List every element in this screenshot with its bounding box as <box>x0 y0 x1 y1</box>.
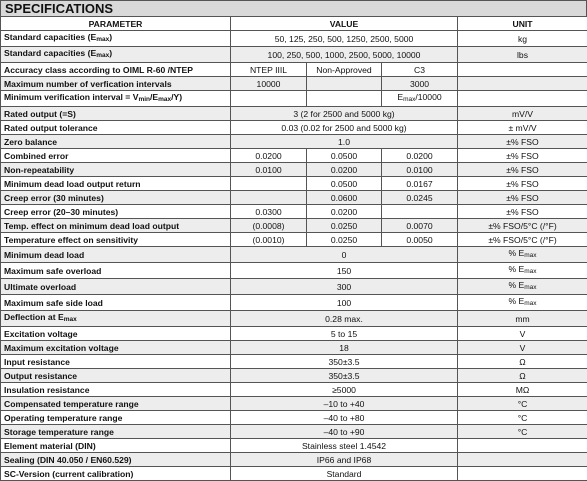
header-unit: UNIT <box>458 17 587 31</box>
parameter-cell: Maximum safe overload <box>1 263 231 279</box>
value-cell: 0.0200 <box>231 149 307 163</box>
value-cell: 0.0200 <box>307 163 382 177</box>
value-cell: 350±3.5 <box>231 355 458 369</box>
table-row <box>1 247 587 263</box>
parameter-cell: Creep error (30 minutes) <box>1 191 231 205</box>
table-row <box>1 191 587 205</box>
value-cell: 0.0167 <box>382 177 458 191</box>
unit-cell: °C <box>458 411 587 425</box>
value-cell: 0.0600 <box>307 191 382 205</box>
value-cell: 0.0100 <box>382 163 458 177</box>
unit-cell: % Emax <box>458 263 587 279</box>
value-cell: 100 <box>231 295 458 311</box>
parameter-cell: Excitation voltage <box>1 327 231 341</box>
parameter-cell: Temperature effect on sensitivity <box>1 233 231 247</box>
table-row <box>1 311 587 327</box>
table-row <box>1 91 587 107</box>
parameter-cell: Ultimate overload <box>1 279 231 295</box>
parameter-cell: SC-Version (current calibration) <box>1 467 231 481</box>
unit-cell: ±% FSO/5°C (/°F) <box>458 219 587 233</box>
unit-cell: MΩ <box>458 383 587 397</box>
table-row <box>1 263 587 279</box>
unit-cell: ±% FSO <box>458 205 587 219</box>
table-row <box>1 439 587 453</box>
table-row <box>1 107 587 121</box>
value-cell <box>382 205 458 219</box>
value-cell: 100, 250, 500, 1000, 2500, 5000, 10000 <box>231 47 458 63</box>
unit-cell: mm <box>458 311 587 327</box>
value-cell: Standard <box>231 467 458 481</box>
value-cell: 50, 125, 250, 500, 1250, 2500, 5000 <box>231 31 458 47</box>
value-cell: 10000 <box>231 77 307 91</box>
unit-cell: ±% FSO <box>458 191 587 205</box>
table-row <box>1 219 587 233</box>
unit-cell <box>458 91 587 107</box>
parameter-cell: Storage temperature range <box>1 425 231 439</box>
value-cell: C3 <box>382 63 458 77</box>
table-row <box>1 149 587 163</box>
value-cell: 0.0070 <box>382 219 458 233</box>
table-row <box>1 121 587 135</box>
value-cell: 0.0050 <box>382 233 458 247</box>
table-row <box>1 205 587 219</box>
unit-cell <box>458 77 587 91</box>
parameter-cell: Accuracy class according to OIML R-60 /NTEP <box>1 63 231 77</box>
unit-cell: ± mV/V <box>458 121 587 135</box>
table-row <box>1 327 587 341</box>
value-cell: Emax/10000 <box>382 91 458 107</box>
value-cell: ≥5000 <box>231 383 458 397</box>
parameter-cell: Output resistance <box>1 369 231 383</box>
table-body <box>1 31 587 481</box>
table-row <box>1 233 587 247</box>
table-row <box>1 295 587 311</box>
table-row <box>1 355 587 369</box>
unit-cell: lbs <box>458 47 587 63</box>
parameter-cell: Rated output tolerance <box>1 121 231 135</box>
value-cell: Stainless steel 1.4542 <box>231 439 458 453</box>
parameter-cell: Operating temperature range <box>1 411 231 425</box>
table-row <box>1 135 587 149</box>
value-cell: 0.28 max. <box>231 311 458 327</box>
unit-cell: V <box>458 327 587 341</box>
parameter-cell: Minimum dead load output return <box>1 177 231 191</box>
parameter-cell: Minimum verification interval = Vmin/Emax/Y) <box>1 91 231 107</box>
unit-cell: ±% FSO <box>458 135 587 149</box>
value-cell: 0.0250 <box>307 233 382 247</box>
unit-cell: ±% FSO <box>458 163 587 177</box>
table-row <box>1 163 587 177</box>
value-cell <box>231 177 307 191</box>
parameter-cell: Temp. effect on minimum dead load output <box>1 219 231 233</box>
value-cell <box>307 77 382 91</box>
parameter-cell: Maximum excitation voltage <box>1 341 231 355</box>
table-row <box>1 47 587 63</box>
unit-cell <box>458 439 587 453</box>
unit-cell: ±% FSO <box>458 177 587 191</box>
value-cell: 0.0500 <box>307 177 382 191</box>
parameter-cell: Rated output (=S) <box>1 107 231 121</box>
value-cell: 1.0 <box>231 135 458 149</box>
value-cell: –10 to +40 <box>231 397 458 411</box>
parameter-cell: Minimum dead load <box>1 247 231 263</box>
value-cell: 0.0200 <box>307 205 382 219</box>
value-cell: 0.0500 <box>307 149 382 163</box>
value-cell <box>231 91 307 107</box>
table-row <box>1 369 587 383</box>
value-cell: (0.0010) <box>231 233 307 247</box>
table-row <box>1 77 587 91</box>
parameter-cell: Insulation resistance <box>1 383 231 397</box>
value-cell: 0.0300 <box>231 205 307 219</box>
value-cell: Non-Approved <box>307 63 382 77</box>
value-cell: 0.0200 <box>382 149 458 163</box>
value-cell: 0.03 (0.02 for 2500 and 5000 kg) <box>231 121 458 135</box>
table-row <box>1 383 587 397</box>
value-cell: 5 to 15 <box>231 327 458 341</box>
unit-cell: % Emax <box>458 295 587 311</box>
table-row <box>1 31 587 47</box>
unit-cell: °C <box>458 425 587 439</box>
parameter-cell: Maximum number of verfication intervals <box>1 77 231 91</box>
parameter-cell: Deflection at Emax <box>1 311 231 327</box>
value-cell: 0.0100 <box>231 163 307 177</box>
table-row <box>1 63 587 77</box>
parameter-cell: Creep error (20–30 minutes) <box>1 205 231 219</box>
value-cell: –40 to +80 <box>231 411 458 425</box>
value-cell: 150 <box>231 263 458 279</box>
table-row <box>1 177 587 191</box>
table-row <box>1 279 587 295</box>
table-row <box>1 341 587 355</box>
parameter-cell: Element material (DIN) <box>1 439 231 453</box>
value-cell: 18 <box>231 341 458 355</box>
value-cell: (0.0008) <box>231 219 307 233</box>
page-title: SPECIFICATIONS <box>0 0 587 16</box>
value-cell <box>307 91 382 107</box>
header-parameter: PARAMETER <box>1 17 231 31</box>
value-cell: NTEP IIIL <box>231 63 307 77</box>
unit-cell: ±% FSO/5°C (/°F) <box>458 233 587 247</box>
unit-cell <box>458 63 587 77</box>
value-cell: 0 <box>231 247 458 263</box>
unit-cell: V <box>458 341 587 355</box>
value-cell: –40 to +90 <box>231 425 458 439</box>
unit-cell: kg <box>458 31 587 47</box>
unit-cell: ±% FSO <box>458 149 587 163</box>
parameter-cell: Standard capacities (Emax) <box>1 31 231 47</box>
value-cell: IP66 and IP68 <box>231 453 458 467</box>
specifications-table <box>0 16 587 481</box>
parameter-cell: Zero balance <box>1 135 231 149</box>
value-cell: 350±3.5 <box>231 369 458 383</box>
unit-cell: mV/V <box>458 107 587 121</box>
value-cell: 0.0250 <box>307 219 382 233</box>
unit-cell: % Emax <box>458 279 587 295</box>
unit-cell: Ω <box>458 355 587 369</box>
parameter-cell: Non-repeatability <box>1 163 231 177</box>
unit-cell <box>458 453 587 467</box>
table-row <box>1 453 587 467</box>
parameter-cell: Input resistance <box>1 355 231 369</box>
parameter-cell: Maximum safe side load <box>1 295 231 311</box>
table-header-row <box>1 17 587 31</box>
value-cell: 0.0245 <box>382 191 458 205</box>
value-cell: 3000 <box>382 77 458 91</box>
unit-cell: °C <box>458 397 587 411</box>
unit-cell: % Emax <box>458 247 587 263</box>
parameter-cell: Sealing (DIN 40.050 / EN60.529) <box>1 453 231 467</box>
value-cell: 300 <box>231 279 458 295</box>
value-cell <box>231 191 307 205</box>
parameter-cell: Compensated temperature range <box>1 397 231 411</box>
table-row <box>1 397 587 411</box>
table-row <box>1 425 587 439</box>
table-row <box>1 411 587 425</box>
parameter-cell: Standard capacities (Emax) <box>1 47 231 63</box>
header-value: VALUE <box>231 17 458 31</box>
value-cell: 3 (2 for 2500 and 5000 kg) <box>231 107 458 121</box>
parameter-cell: Combined error <box>1 149 231 163</box>
unit-cell: Ω <box>458 369 587 383</box>
